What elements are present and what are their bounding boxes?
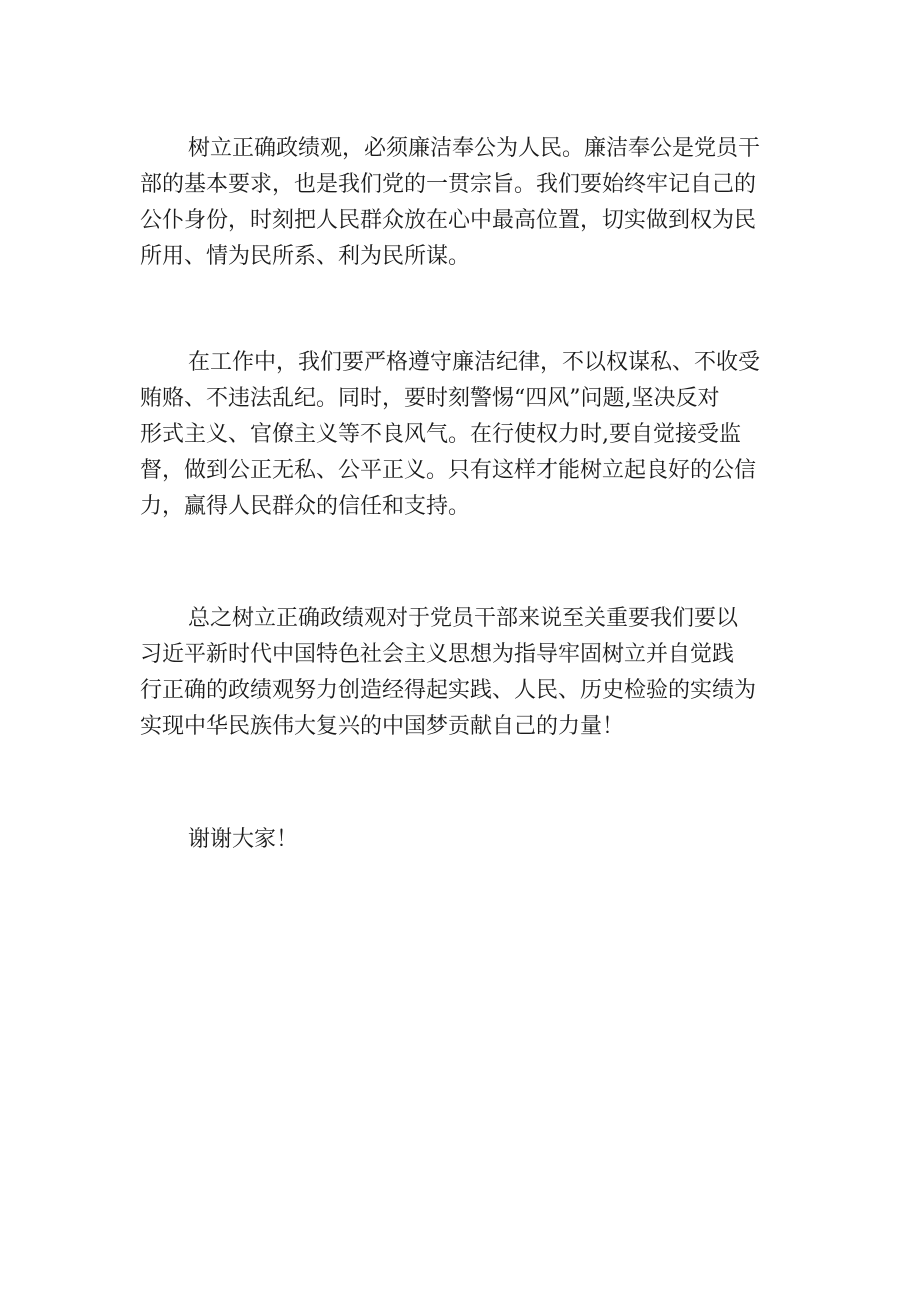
text-line: 总之树立正确政绩观对于党员干部来说至关重要我们要以: [188, 606, 739, 631]
text-line: 习近平新时代中国特色社会主义思想为指导牢固树立并自觉践: [140, 642, 735, 667]
text-line: 贿赂、不违法乱纪。同时，要时刻警惕“四风”问题,坚决反对: [140, 386, 720, 411]
text-line: 形式主义、官僚主义等不良风气。在行使权力时,要自觉接受监: [140, 422, 741, 447]
paragraph-discipline: [140, 345, 783, 525]
text-line: 部的基本要求，也是我们党的一贯宗旨。我们要始终牢记自己的: [140, 172, 757, 197]
paragraph-conclusion: [140, 601, 783, 745]
text-line: 在工作中，我们要严格遵守廉洁纪律，不以权谋私、不收受: [188, 350, 761, 375]
text-line: 督，做到公正无私、公平正义。只有这样才能树立起良好的公信: [140, 458, 757, 483]
text-line: 行正确的政绩观努力创造经得起实践、人民、历史检验的实绩为: [140, 678, 757, 703]
text-line: 树立正确政绩观，必须廉洁奉公为人民。廉洁奉公是党员干: [188, 136, 761, 161]
text-line: 所用、情为民所系、利为民所谋。: [140, 244, 471, 269]
paragraph-closing: [140, 822, 783, 858]
text-line: 实现中华民族伟大复兴的中国梦贡献自己的力量！: [140, 714, 625, 739]
text-line: 公仆身份，时刻把人民群众放在心中最高位置，切实做到权为民: [140, 208, 757, 233]
text-line: 力，赢得人民群众的信任和支持。: [140, 494, 471, 519]
paragraph-integrity: [140, 131, 783, 275]
text-line: 谢谢大家！: [188, 827, 299, 852]
